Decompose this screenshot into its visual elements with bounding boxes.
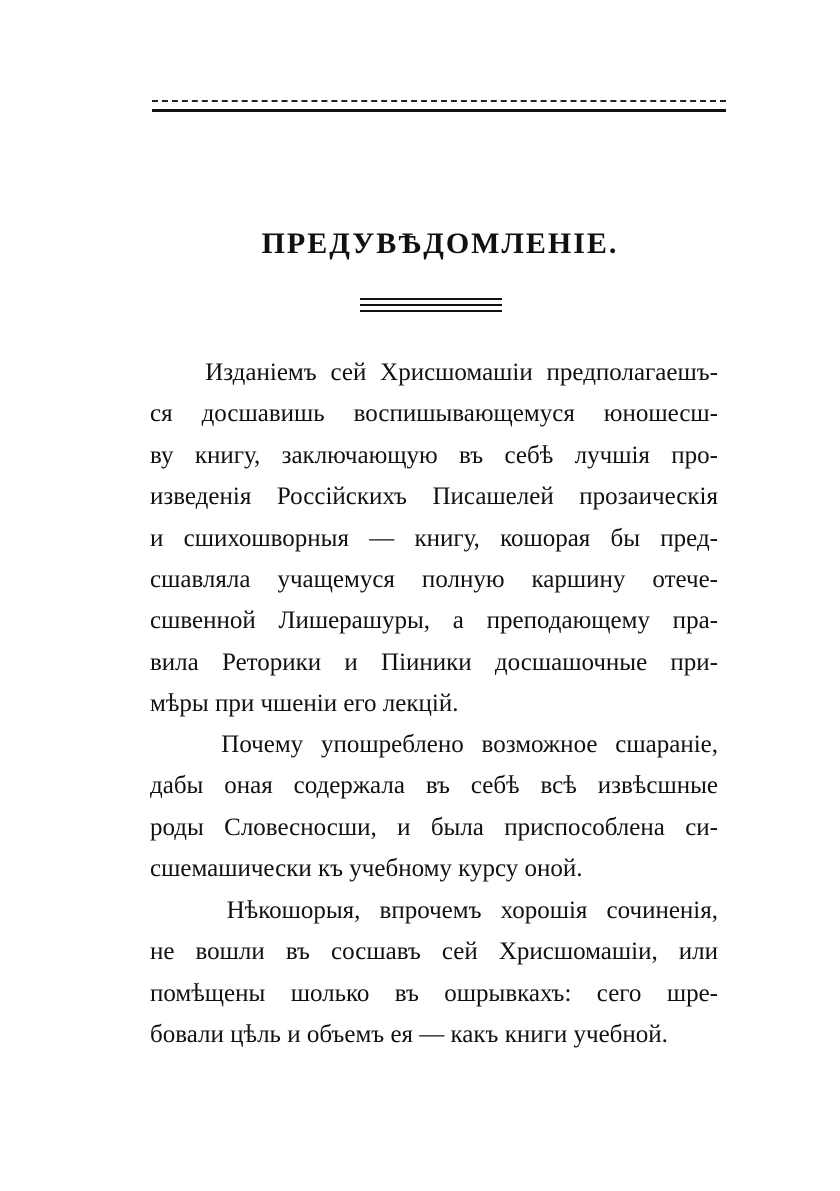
top-thick-line [152, 109, 726, 112]
text-line: дабы оная содержала въ себѣ всѣ извѣсшные [150, 772, 718, 800]
top-dashed-line [152, 100, 726, 102]
text-line: Нѣкошорыя, впрочемъ хорошія сочиненія, [150, 897, 718, 924]
text-line: сшвенной Лишерашуры, а преподающему пра- [150, 607, 718, 635]
text-line: ся досшавишь воспишывающемуся юношесш- [150, 400, 718, 428]
text-line: роды Словесносши, и была приспособлена си- [150, 813, 718, 841]
text-line: ву книгу, заключающую въ себѣ лучшія про- [150, 441, 718, 469]
text-line: сшавляла учащемуся полную каршину отече- [150, 566, 718, 594]
text-line: сшемашически къ учебному курсу оной. [150, 855, 583, 883]
title-divider [360, 298, 502, 312]
paragraph-3 [150, 890, 718, 1056]
text-line: изведенія Россійскихъ Писашелей прозаическія [150, 483, 718, 511]
text-line: Почему упошреблено возможное сшараніе, [150, 731, 718, 758]
text-line: Изданіемъ сей Хрисшомашіи предполагаешъ- [150, 359, 718, 386]
top-ornamental-rule [152, 100, 726, 116]
paragraph-1 [150, 352, 718, 725]
divider-line-1 [360, 298, 502, 300]
text-line: помѣщены шолько въ ошрывкахъ: сего шре- [150, 979, 718, 1007]
text-line: не вошли въ сосшавъ сей Хрисшомашіи, или [150, 938, 718, 966]
text-line: бовали цѣль и объемъ ея — какъ книги учебной. [150, 1021, 668, 1049]
divider-line-2 [360, 304, 502, 306]
page-title: ПРЕДУВѢДОМЛЕНІЕ. [261, 227, 619, 260]
paragraph-2 [150, 724, 718, 890]
text-line: вила Реторики и Піиники досшашочные при- [150, 648, 718, 676]
text-line: мѣры при чшеніи его лекцій. [150, 690, 459, 718]
divider-line-3 [360, 310, 502, 312]
text-line: и сшихошворныя — книгу, кошорая бы пред- [150, 524, 718, 552]
